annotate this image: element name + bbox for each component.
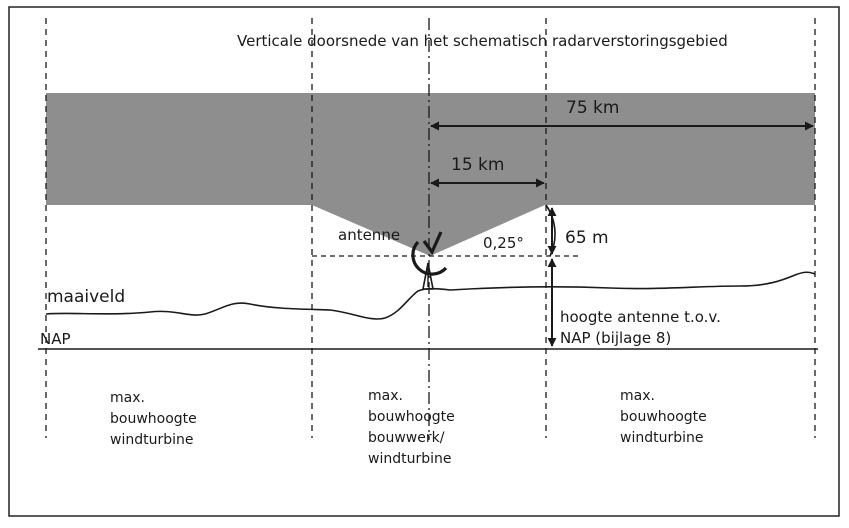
svg-text:bouwwerk/: bouwwerk/: [368, 430, 445, 446]
nap-label: NAP: [40, 330, 71, 348]
angle-arc: [546, 205, 555, 256]
svg-text:windturbine: windturbine: [110, 432, 194, 448]
svg-text:windturbine: windturbine: [368, 451, 452, 467]
angle-label: 0,25°: [483, 234, 524, 252]
antenna-height-label-line1: hoogte antenne t.o.v.: [560, 308, 721, 326]
svg-text:max.: max.: [368, 388, 403, 404]
zone-left-caption: [110, 390, 197, 448]
svg-text:bouwhoogte: bouwhoogte: [368, 409, 455, 425]
svg-text:windturbine: windturbine: [620, 430, 704, 446]
disturbance-zone: [46, 93, 815, 256]
zone-center-caption: [368, 388, 455, 467]
dimension-65m-label: 65 m: [565, 228, 609, 248]
svg-text:bouwhoogte: bouwhoogte: [620, 409, 707, 425]
antenna-label: antenne: [338, 226, 401, 244]
diagram-title: Verticale doorsnede van het schematisch radarverstoringsgebied: [237, 32, 728, 50]
zone-right-caption: [620, 388, 707, 446]
svg-text:max.: max.: [110, 390, 145, 406]
svg-text:bouwhoogte: bouwhoogte: [110, 411, 197, 427]
ground-label: maaiveld: [47, 287, 126, 307]
svg-text:max.: max.: [620, 388, 655, 404]
dimension-15km-label: 15 km: [451, 155, 505, 175]
dimension-75km-label: 75 km: [566, 98, 620, 118]
antenna-height-label-line2: NAP (bijlage 8): [560, 329, 672, 347]
